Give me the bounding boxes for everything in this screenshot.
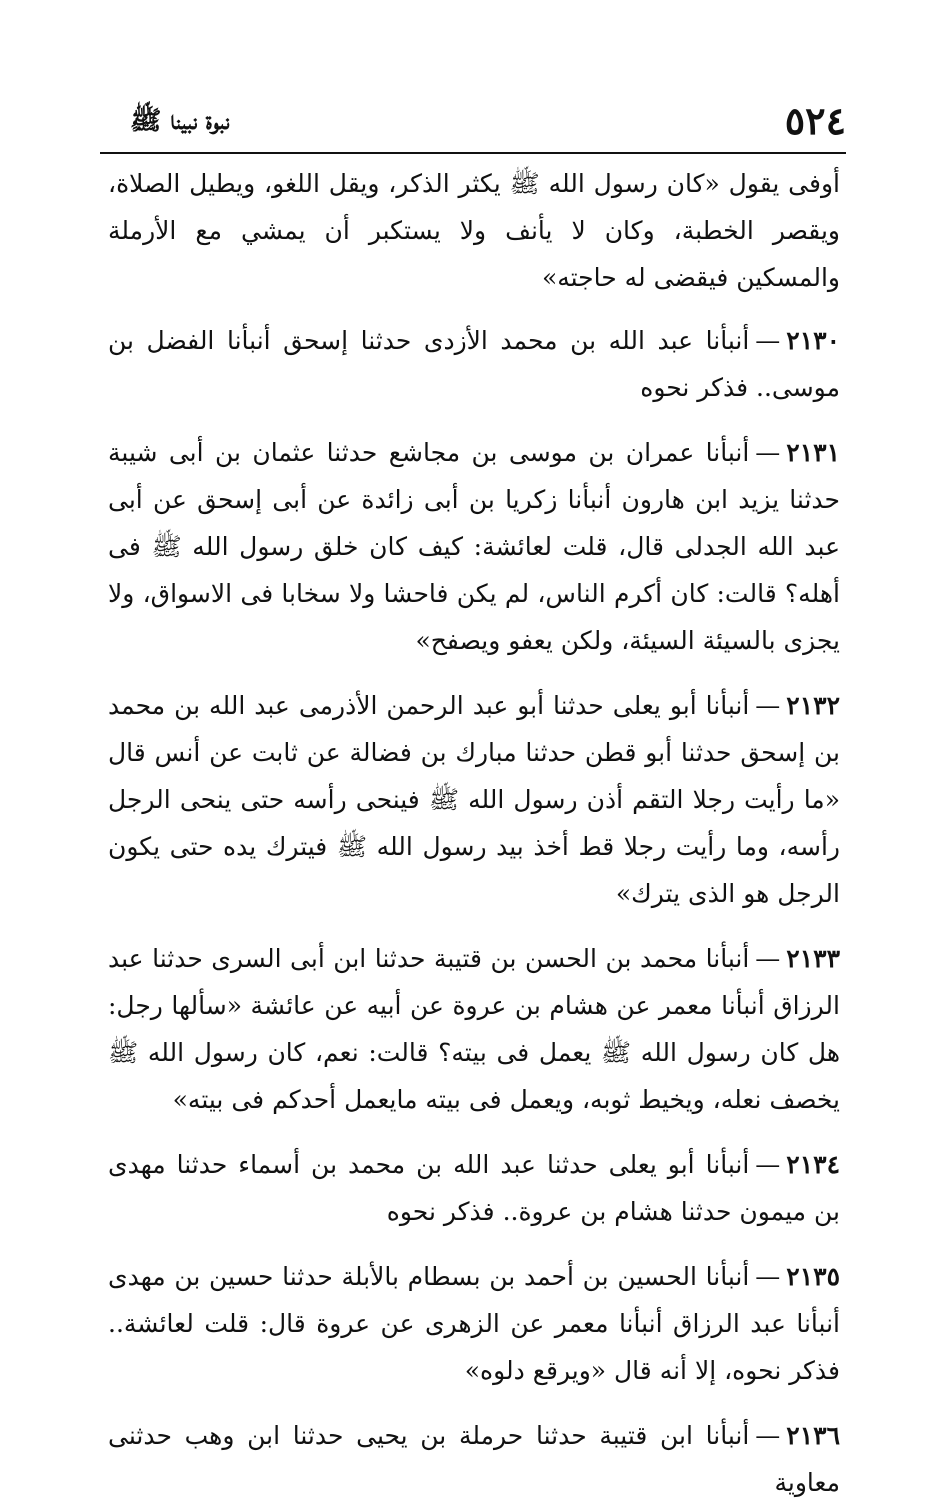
dash-separator: —	[755, 691, 781, 720]
paragraph-text: أنبأنا عمران بن موسى بن مجاشع حدثنا عثمان بن أبى شيبة حدثنا يزيد ابن هارون أنبأنا زكريا بن أبى زائدة عن أبى إسحق عن أبى عبد الله الجدلى قال، قلت لعائشة: كيف كان خلق رسول الله ﷺ فى أهله؟ قالت: كان أكرم الناس، لم يكن فاحشا ولا سخابا فى الاسواق، ولا يجزى بالسيئة السيئة، ولكن يعفو ويصفح»	[108, 438, 840, 655]
paragraph-text: أنبأنا عبد الله بن محمد الأزدى حدثنا إسحق أنبأنا الفضل بن موسى.. فذكر نحوه	[108, 326, 840, 402]
paragraph-text: أوفى يقول «كان رسول الله ﷺ يكثر الذكر، ويقل اللغو، ويطيل الصلاة، ويقصر الخطبة، وكان لا يأنف ولا يستكبر أن يمشي مع الأرملة والمسكين فيقضى له حاجته»	[108, 169, 840, 292]
hadith-paragraph	[108, 317, 840, 411]
hadith-paragraph	[108, 1412, 840, 1506]
dash-separator: —	[755, 1262, 781, 1291]
paragraph-text: أنبأنا ابن قتيبة حدثنا حرملة بن يحيى حدثنا ابن وهب حدثنى معاوية	[108, 1421, 840, 1497]
dash-separator: —	[755, 326, 781, 355]
hadith-paragraph	[108, 1253, 840, 1394]
hadith-number: ٢١٣١	[786, 438, 840, 467]
dash-separator: —	[755, 438, 781, 467]
paragraph-text: أنبأنا أبو يعلى حدثنا عبد الله بن محمد بن أسماء حدثنا مهدى بن ميمون حدثنا هشام بن عروة.. فذكر نحوه	[108, 1150, 840, 1226]
dash-separator: —	[755, 1150, 781, 1179]
running-title: نبوة نبينا ﷺ	[130, 106, 230, 136]
hadith-number: ٢١٣٦	[786, 1421, 840, 1450]
dash-separator: —	[755, 1421, 781, 1450]
paragraph-text: أنبأنا الحسين بن أحمد بن بسطام بالأبلة حدثنا حسين بن مهدى أنبأنا عبد الرزاق أنبأنا معمر عن الزهرى عن عروة قال: قلت لعائشة.. فذكر نحوه، إلا أنه قال «ويرقع دلوه»	[108, 1262, 840, 1385]
paragraph-text: أنبأنا أبو يعلى حدثنا أبو عبد الرحمن الأذرمى عبد الله بن محمد بن إسحق حدثنا أبو قطن حدثنا مبارك بن فضالة عن ثابت عن أنس قال «ما رأيت رجلا التقم أذن رسول الله ﷺ فينحى رأسه حتى ينحى الرجل رأسه، وما رأيت رجلا قط أخذ بيد رسول الله ﷺ فيترك يده حتى يكون الرجل هو الذى يترك»	[108, 691, 840, 908]
hadith-number: ٢١٣٤	[786, 1150, 840, 1179]
hadith-number: ٢١٣٠	[786, 326, 840, 355]
dash-separator: —	[755, 944, 781, 973]
hadith-paragraph	[108, 682, 840, 917]
hadith-paragraph	[108, 1141, 840, 1235]
page-header	[100, 96, 846, 152]
hadith-paragraph	[108, 429, 840, 664]
page-number: ٥٢٤	[784, 98, 846, 143]
hadith-number: ٢١٣٥	[786, 1262, 840, 1291]
header-rule	[100, 152, 846, 154]
hadith-number: ٢١٣٢	[786, 691, 840, 720]
hadith-paragraph	[108, 935, 840, 1123]
paragraph-text: أنبأنا محمد بن الحسن بن قتيبة حدثنا ابن أبى السرى حدثنا عبد الرزاق أنبأنا معمر عن هشام بن عروة عن أبيه عن عائشة «سألها رجل: هل كان رسول الله ﷺ يعمل فى بيته؟ قالت: نعم، كان رسول الله ﷺ يخصف نعله، ويخيط ثوبه، ويعمل فى بيته مايعمل أحدكم فى بيته»	[108, 944, 840, 1114]
paragraph-continuation	[108, 160, 840, 301]
page-body	[108, 160, 840, 1506]
hadith-number: ٢١٣٣	[786, 944, 840, 973]
